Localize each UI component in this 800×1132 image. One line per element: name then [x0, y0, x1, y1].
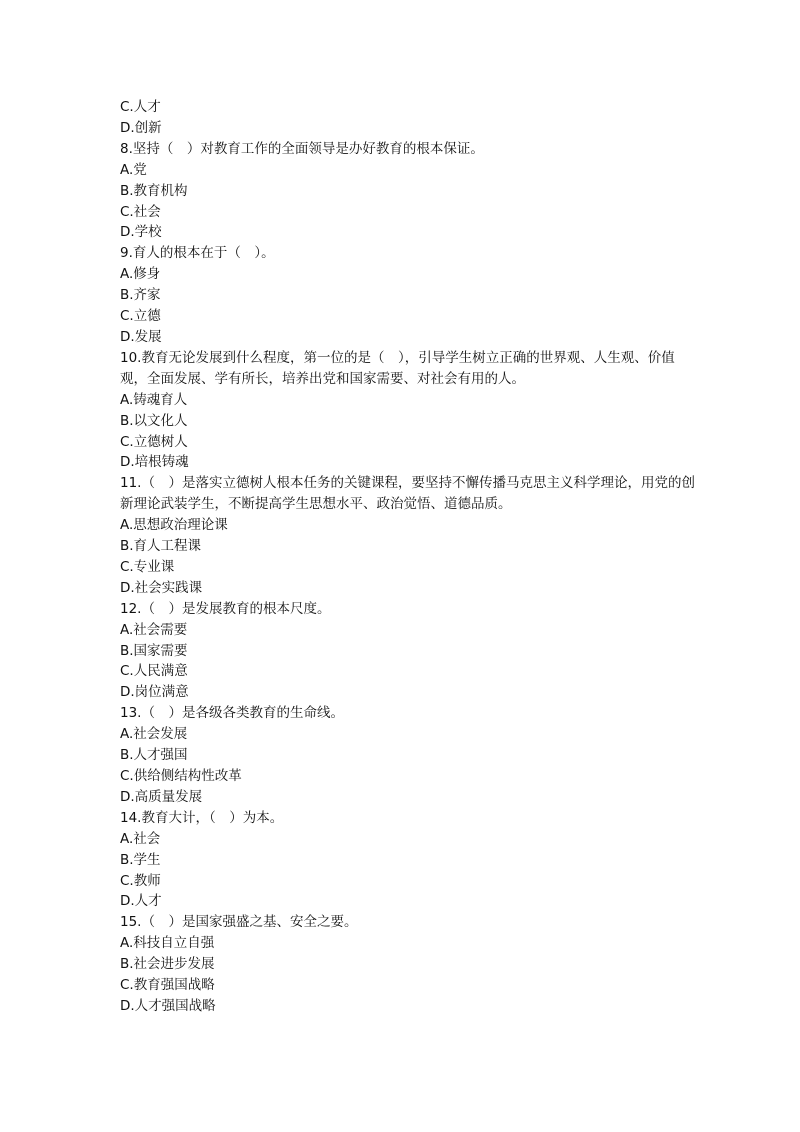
option-line: A.社会发展 — [120, 726, 188, 743]
question-stem: 12.（ ）是发展教育的根本尺度。 — [120, 600, 331, 617]
option-line: D.发展 — [120, 328, 162, 345]
question-stem: 8.坚持（ ）对教育工作的全面领导是办好教育的根本保证。 — [120, 140, 484, 157]
option-line: C.人才 — [120, 99, 161, 115]
option-line: D.创新 — [120, 119, 162, 136]
option-line: D.人才 — [120, 893, 162, 910]
option-line: B.国家需要 — [120, 642, 188, 659]
option-line: D.人才强国战略 — [120, 997, 216, 1014]
option-line: A.科技自立自强 — [120, 935, 215, 952]
option-line: C.立德树人 — [120, 433, 188, 450]
question-list — [120, 97, 700, 1017]
question-stem: 13.（ ）是各级各类教育的生命线。 — [120, 705, 344, 722]
option-line: B.齐家 — [120, 287, 161, 304]
question-13 — [120, 703, 700, 808]
question-8 — [120, 139, 700, 244]
option-line: B.以文化人 — [120, 412, 188, 429]
option-line: C.立德 — [120, 308, 161, 325]
question-stem: 15.（ ）是国家强盛之基、安全之要。 — [120, 914, 358, 931]
question-12 — [120, 599, 700, 704]
option-line: A.社会需要 — [120, 621, 188, 638]
option-line: C.专业课 — [120, 558, 175, 575]
option-line: A.修身 — [120, 266, 161, 283]
option-line: D.岗位满意 — [120, 684, 189, 701]
option-line: B.学生 — [120, 851, 161, 868]
question-11 — [120, 473, 700, 598]
question-14 — [120, 808, 700, 913]
option-line: C.教师 — [120, 872, 161, 889]
question-stem: 14.教育大计，（ ）为本。 — [120, 809, 284, 826]
question-9 — [120, 243, 700, 348]
option-line: D.高质量发展 — [120, 788, 203, 805]
option-line: D.学校 — [120, 224, 162, 241]
option-line: B.社会进步发展 — [120, 956, 215, 973]
option-line: C.教育强国战略 — [120, 977, 215, 994]
option-line: B.育人工程课 — [120, 538, 202, 555]
question-stem: 9.育人的根本在于（ ）。 — [120, 245, 275, 262]
option-line: A.铸魂育人 — [120, 391, 188, 408]
question-stem: 10.教育无论发展到什么程度，第一位的是（ ），引导学生树立正确的世界观、人生观、价值观，全面发展、学有所长，培养出党和国家需要、对社会有用的人。 — [120, 349, 675, 387]
question-stem: 11.（ ）是落实立德树人根本任务的关键课程，要坚持不懈传播马克思主义科学理论，用党的创新理论武装学生，不断提高学生思想水平、政治觉悟、道德品质。 — [120, 475, 695, 513]
option-line: C.供给侧结构性改革 — [120, 768, 242, 784]
option-line: C.社会 — [120, 203, 161, 220]
option-line: D.社会实践课 — [120, 579, 203, 596]
option-line: A.社会 — [120, 830, 161, 847]
option-line: A.思想政治理论课 — [120, 517, 228, 534]
option-line: C.人民满意 — [120, 663, 188, 680]
option-line: B.教育机构 — [120, 182, 188, 199]
option-line: B.人才强国 — [120, 747, 188, 764]
question-15 — [120, 912, 700, 1017]
option-line: D.培根铸魂 — [120, 454, 189, 471]
option-line: A.党 — [120, 161, 147, 178]
question-10 — [120, 348, 700, 473]
